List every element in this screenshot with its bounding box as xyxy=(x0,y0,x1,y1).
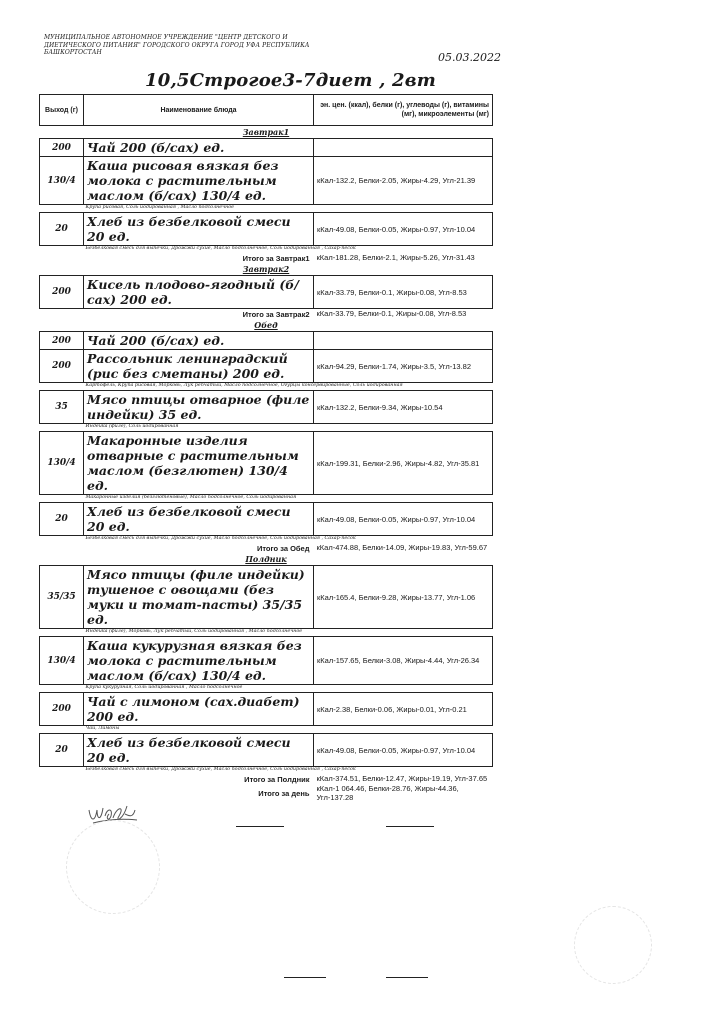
menu-table xyxy=(39,94,493,802)
meal-total-label: Итого за Полдник xyxy=(244,774,310,784)
ingredients-row xyxy=(40,495,493,503)
dish-nutrition: кКал-33.79, Белки-0.1, Жиры-0.08, Угл-8.53 xyxy=(314,276,493,309)
meal-total-label: Итого за Завтрак1 xyxy=(242,253,310,263)
dish-ingredients: Крупа рисовая, Соль йодированная , Масло подсолнечное xyxy=(85,205,234,210)
dish-ingredients: Безбелковая смесь для выпечки, Дрожжи сухие, Масло подсолнечное, Соль йодированная , Сахар-песок xyxy=(85,246,356,251)
dish-name: Хлеб из безбелковой смеси 20 ед. xyxy=(84,213,314,246)
day-total-value: кКал-1 064.46, Белки-28.76, Жиры-44.36, Угл-137.28 xyxy=(316,784,459,802)
dish-nutrition: кКал-2.38, Белки-0.06, Жиры-0.01, Угл-0.21 xyxy=(314,693,493,726)
dish-ingredients: Чай, Лимоны xyxy=(85,726,120,731)
dish-ingredients: Безбелковая смесь для выпечки, Дрожжи сухие, Масло подсолнечное, Соль йодированная , Сахар-песок xyxy=(85,767,356,772)
col-header-nutrition: эн. цен. (ккал), белки (г), углеводы (г), витамины (мг), микроэлементы (мг) xyxy=(314,95,493,126)
ingredients-row xyxy=(40,726,493,734)
dish-nutrition: кКал-199.31, Белки-2.96, Жиры-4.82, Угл-35.81 xyxy=(314,432,493,495)
dish-nutrition: кКал-49.08, Белки-0.05, Жиры-0.97, Угл-10.04 xyxy=(314,734,493,767)
dish-row xyxy=(40,432,493,495)
ingredients-row xyxy=(40,767,493,775)
dish-output: 200 xyxy=(40,693,84,726)
meal-total-row xyxy=(40,774,493,784)
meal-total-row xyxy=(40,253,493,263)
dish-row xyxy=(40,391,493,424)
dish-row xyxy=(40,637,493,685)
signature-line-2 xyxy=(386,826,434,827)
ingredients-row xyxy=(40,383,493,391)
dish-output: 130/4 xyxy=(40,157,84,205)
dish-output: 200 xyxy=(40,276,84,309)
dish-output: 200 xyxy=(40,139,84,157)
dish-output: 20 xyxy=(40,213,84,246)
dish-row xyxy=(40,350,493,383)
dish-output: 130/4 xyxy=(40,432,84,495)
signature-line-3 xyxy=(284,977,326,978)
ingredients-row xyxy=(40,246,493,254)
dish-nutrition: кКал-94.29, Белки-1.74, Жиры-3.5, Угл-13.82 xyxy=(314,350,493,383)
dish-name: Каша кукурузная вязкая без молока с растительным маслом (б/сах) 130/4 ед. xyxy=(84,637,314,685)
dish-ingredients: Картофель, Крупа рисовая, Морковь, Лук репчатый, Масло подсолнечное, Огурцы консервированные, Соль йодированная xyxy=(85,383,403,388)
meal-total-row xyxy=(40,309,493,320)
dish-output: 130/4 xyxy=(40,637,84,685)
dish-name: Хлеб из безбелковой смеси 20 ед. xyxy=(84,734,314,767)
meal-total-value: кКал-474.88, Белки-14.09, Жиры-19.83, Угл-59.67 xyxy=(316,543,488,552)
dish-ingredients: Индейка (филе), Морковь, Лук репчатый, Соль йодированная , Масло подсолнечное xyxy=(85,629,303,634)
page-title: 10,5Строгое3-7диет , 2вт xyxy=(145,70,436,91)
dish-name: Мясо птицы отварное (филе индейки) 35 ед. xyxy=(84,391,314,424)
dish-name: Каша рисовая вязкая без молока с растительным маслом (б/сах) 130/4 ед. xyxy=(84,157,314,205)
day-total-label: Итого за день xyxy=(258,788,310,798)
dish-ingredients: Крупа кукурузная, Соль йодированная , Масло подсолнечное xyxy=(85,685,243,690)
ingredients-row xyxy=(40,685,493,693)
meal-total-value: кКал-181.28, Белки-2.1, Жиры-5.26, Угл-31.43 xyxy=(316,253,475,262)
dish-row xyxy=(40,734,493,767)
dish-row xyxy=(40,213,493,246)
dish-output: 35 xyxy=(40,391,84,424)
dish-row xyxy=(40,503,493,536)
dish-nutrition: кКал-49.08, Белки-0.05, Жиры-0.97, Угл-10.04 xyxy=(314,213,493,246)
organization-name: МУНИЦИПАЛЬНОЕ АВТОНОМНОЕ УЧРЕЖДЕНИЕ "ЦЕНТР ДЕТСКОГО И ДИЕТИЧЕСКОГО ПИТАНИЯ" ГОРОДСКОГО ОКРУГА ГОРОД УФА РЕСПУБЛИКА БАШКОРТОСТАН xyxy=(44,34,310,56)
col-header-name: Наименование блюда xyxy=(84,95,314,126)
dish-output: 20 xyxy=(40,503,84,536)
dish-name: Чай с лимоном (сах.диабет) 200 ед. xyxy=(84,693,314,726)
dish-output: 35/35 xyxy=(40,566,84,629)
dish-row xyxy=(40,157,493,205)
dish-row xyxy=(40,276,493,309)
faint-stamp xyxy=(66,820,160,914)
meal-total-row xyxy=(40,543,493,553)
ingredients-row xyxy=(40,629,493,637)
dish-ingredients: Индейка (филе), Соль йодированная xyxy=(85,424,179,429)
col-header-output: Выход (г) xyxy=(40,95,84,126)
meal-total-label: Итого за Обед xyxy=(256,543,310,553)
dish-row xyxy=(40,566,493,629)
menu-date: 05.03.2022 xyxy=(438,51,501,64)
meal-section-title xyxy=(40,126,493,139)
meal-section-title xyxy=(40,263,493,276)
meal-total-value: кКал-374.51, Белки-12.47, Жиры-19.19, Угл-37.65 xyxy=(316,774,488,783)
dish-ingredients: Безбелковая смесь для выпечки, Дрожжи сухие, Масло подсолнечное, Соль йодированная , Сахар-песок xyxy=(85,536,356,541)
dish-nutrition xyxy=(314,139,493,157)
dish-row xyxy=(40,139,493,157)
meal-total-label: Итого за Завтрак2 xyxy=(242,309,310,319)
meal-title: Завтрак2 xyxy=(242,264,290,274)
ingredients-row xyxy=(40,536,493,544)
ingredients-row xyxy=(40,205,493,213)
table-header-row xyxy=(40,95,493,126)
dish-ingredients: Макаронные изделия (безглютеновые), Масло подсолнечное, Соль йодированная xyxy=(85,495,297,500)
dish-output: 20 xyxy=(40,734,84,767)
meal-section-title xyxy=(40,553,493,566)
faint-stamp xyxy=(574,906,652,984)
dish-nutrition: кКал-157.65, Белки-3.08, Жиры-4.44, Угл-26.34 xyxy=(314,637,493,685)
meal-title: Обед xyxy=(254,320,278,330)
dish-nutrition xyxy=(314,332,493,350)
dish-name: Мясо птицы (филе индейки) тушеное с овощами (без муки и томат-пасты) 35/35 ед. xyxy=(84,566,314,629)
meal-section-title xyxy=(40,319,493,332)
ingredients-row xyxy=(40,424,493,432)
dish-name: Чай 200 (б/сах) ед. xyxy=(84,139,314,157)
dish-nutrition: кКал-165.4, Белки-9.28, Жиры-13.77, Угл-1.06 xyxy=(314,566,493,629)
meal-title: Полдник xyxy=(245,554,287,564)
dish-name: Хлеб из безбелковой смеси 20 ед. xyxy=(84,503,314,536)
dish-output: 200 xyxy=(40,332,84,350)
dish-name: Кисель плодово-ягодный (б/сах) 200 ед. xyxy=(84,276,314,309)
dish-name: Рассольник ленинградский (рис без сметаны) 200 ед. xyxy=(84,350,314,383)
dish-row xyxy=(40,332,493,350)
dish-nutrition: кКал-49.08, Белки-0.05, Жиры-0.97, Угл-10.04 xyxy=(314,503,493,536)
dish-output: 200 xyxy=(40,350,84,383)
dish-nutrition: кКал-132.2, Белки-2.05, Жиры-4.29, Угл-21.39 xyxy=(314,157,493,205)
dish-row xyxy=(40,693,493,726)
dish-nutrition: кКал-132.2, Белки-9.34, Жиры-10.54 xyxy=(314,391,493,424)
signature-line-4 xyxy=(386,977,428,978)
signature-line-1 xyxy=(236,826,284,827)
meal-total-value: кКал-33.79, Белки-0.1, Жиры-0.08, Угл-8.53 xyxy=(316,309,467,318)
dish-name: Макаронные изделия отварные с растительным маслом (безглютен) 130/4 ед. xyxy=(84,432,314,495)
meal-title: Завтрак1 xyxy=(242,127,290,137)
dish-name: Чай 200 (б/сах) ед. xyxy=(84,332,314,350)
